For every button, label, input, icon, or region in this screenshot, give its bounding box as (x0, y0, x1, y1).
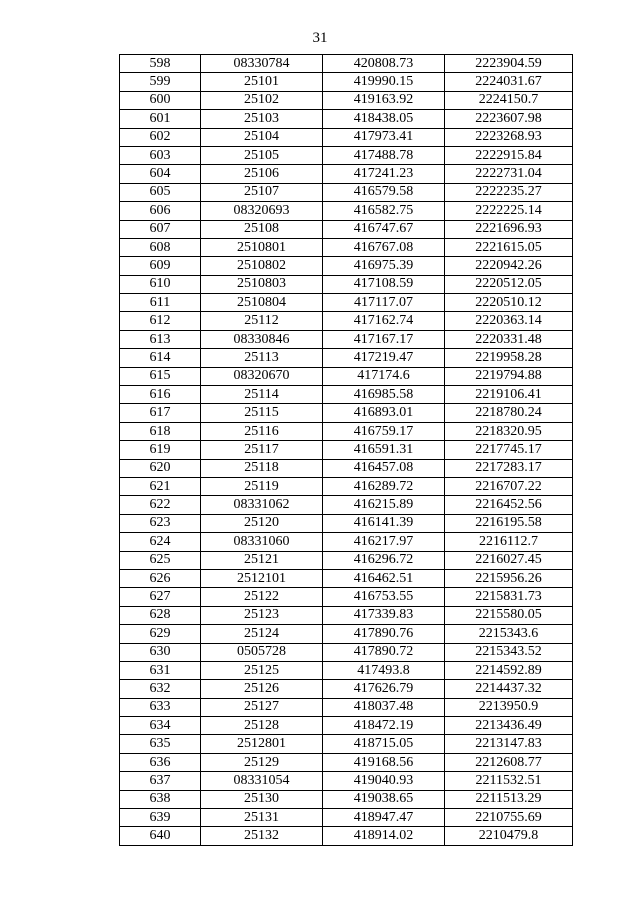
table-row (120, 386, 573, 404)
x-coordinate-cell: 416753.55 (323, 588, 445, 606)
y-coordinate-cell: 2219958.28 (445, 349, 573, 367)
table-row (120, 809, 573, 827)
point-id-cell: 25114 (201, 386, 323, 404)
y-coordinate-cell: 2215343.52 (445, 643, 573, 661)
row-number-cell: 630 (120, 643, 201, 661)
point-id-cell: 2510802 (201, 257, 323, 275)
x-coordinate-cell: 417339.83 (323, 606, 445, 624)
row-number-cell: 614 (120, 349, 201, 367)
y-coordinate-cell: 2210755.69 (445, 809, 573, 827)
x-coordinate-cell: 418715.05 (323, 735, 445, 753)
x-coordinate-cell: 419990.15 (323, 73, 445, 91)
table-row (120, 238, 573, 256)
x-coordinate-cell: 416582.75 (323, 202, 445, 220)
table-row (120, 735, 573, 753)
table-row (120, 91, 573, 109)
table-row (120, 330, 573, 348)
point-id-cell: 08331062 (201, 496, 323, 514)
row-number-cell: 615 (120, 367, 201, 385)
row-number-cell: 631 (120, 661, 201, 679)
row-number-cell: 602 (120, 128, 201, 146)
table-row (120, 790, 573, 808)
table-row (120, 312, 573, 330)
x-coordinate-cell: 416215.89 (323, 496, 445, 514)
row-number-cell: 620 (120, 459, 201, 477)
point-id-cell: 2510801 (201, 238, 323, 256)
point-id-cell: 25119 (201, 477, 323, 495)
table-row (120, 496, 573, 514)
point-id-cell: 25105 (201, 146, 323, 164)
x-coordinate-cell: 416217.97 (323, 533, 445, 551)
table-row (120, 202, 573, 220)
y-coordinate-cell: 2211532.51 (445, 772, 573, 790)
row-number-cell: 613 (120, 330, 201, 348)
point-id-cell: 25112 (201, 312, 323, 330)
x-coordinate-cell: 416985.58 (323, 386, 445, 404)
x-coordinate-cell: 418438.05 (323, 110, 445, 128)
y-coordinate-cell: 2210479.8 (445, 827, 573, 845)
table-row (120, 588, 573, 606)
row-number-cell: 627 (120, 588, 201, 606)
row-number-cell: 599 (120, 73, 201, 91)
x-coordinate-cell: 416141.39 (323, 514, 445, 532)
table-row (120, 625, 573, 643)
table-row (120, 680, 573, 698)
x-coordinate-cell: 417162.74 (323, 312, 445, 330)
y-coordinate-cell: 2214592.89 (445, 661, 573, 679)
table-row (120, 827, 573, 845)
point-id-cell: 25131 (201, 809, 323, 827)
point-id-cell: 2510803 (201, 275, 323, 293)
row-number-cell: 608 (120, 238, 201, 256)
point-id-cell: 25116 (201, 422, 323, 440)
point-id-cell: 08320693 (201, 202, 323, 220)
y-coordinate-cell: 2224031.67 (445, 73, 573, 91)
row-number-cell: 601 (120, 110, 201, 128)
row-number-cell: 604 (120, 165, 201, 183)
row-number-cell: 624 (120, 533, 201, 551)
y-coordinate-cell: 2217745.17 (445, 441, 573, 459)
point-id-cell: 25118 (201, 459, 323, 477)
row-number-cell: 598 (120, 55, 201, 73)
x-coordinate-cell: 418472.19 (323, 717, 445, 735)
table-row (120, 110, 573, 128)
point-id-cell: 08331054 (201, 772, 323, 790)
table-row (120, 514, 573, 532)
y-coordinate-cell: 2220512.05 (445, 275, 573, 293)
x-coordinate-cell: 419038.65 (323, 790, 445, 808)
y-coordinate-cell: 2211513.29 (445, 790, 573, 808)
point-id-cell: 2512801 (201, 735, 323, 753)
y-coordinate-cell: 2215580.05 (445, 606, 573, 624)
table-row (120, 533, 573, 551)
x-coordinate-cell: 417488.78 (323, 146, 445, 164)
point-id-cell: 25130 (201, 790, 323, 808)
point-id-cell: 25103 (201, 110, 323, 128)
point-id-cell: 25107 (201, 183, 323, 201)
y-coordinate-cell: 2223904.59 (445, 55, 573, 73)
table-row (120, 55, 573, 73)
row-number-cell: 609 (120, 257, 201, 275)
table-row (120, 569, 573, 587)
row-number-cell: 636 (120, 753, 201, 771)
x-coordinate-cell: 416759.17 (323, 422, 445, 440)
row-number-cell: 603 (120, 146, 201, 164)
x-coordinate-cell: 416591.31 (323, 441, 445, 459)
row-number-cell: 619 (120, 441, 201, 459)
y-coordinate-cell: 2217283.17 (445, 459, 573, 477)
point-id-cell: 25126 (201, 680, 323, 698)
x-coordinate-cell: 418914.02 (323, 827, 445, 845)
table-row (120, 183, 573, 201)
row-number-cell: 618 (120, 422, 201, 440)
row-number-cell: 635 (120, 735, 201, 753)
x-coordinate-cell: 419163.92 (323, 91, 445, 109)
table-row (120, 477, 573, 495)
x-coordinate-cell: 417973.41 (323, 128, 445, 146)
table-row (120, 220, 573, 238)
table-row (120, 753, 573, 771)
row-number-cell: 610 (120, 275, 201, 293)
y-coordinate-cell: 2220363.14 (445, 312, 573, 330)
y-coordinate-cell: 2220510.12 (445, 294, 573, 312)
table-row (120, 422, 573, 440)
x-coordinate-cell: 416579.58 (323, 183, 445, 201)
x-coordinate-cell: 417219.47 (323, 349, 445, 367)
y-coordinate-cell: 2215956.26 (445, 569, 573, 587)
point-id-cell: 2512101 (201, 569, 323, 587)
point-id-cell: 25115 (201, 404, 323, 422)
x-coordinate-cell: 416289.72 (323, 477, 445, 495)
row-number-cell: 628 (120, 606, 201, 624)
point-id-cell: 25101 (201, 73, 323, 91)
point-id-cell: 25125 (201, 661, 323, 679)
x-coordinate-cell: 420808.73 (323, 55, 445, 73)
y-coordinate-cell: 2218780.24 (445, 404, 573, 422)
point-id-cell: 2510804 (201, 294, 323, 312)
point-id-cell: 25108 (201, 220, 323, 238)
row-number-cell: 632 (120, 680, 201, 698)
x-coordinate-cell: 416457.08 (323, 459, 445, 477)
point-id-cell: 25127 (201, 698, 323, 716)
y-coordinate-cell: 2220942.26 (445, 257, 573, 275)
point-id-cell: 08330784 (201, 55, 323, 73)
row-number-cell: 612 (120, 312, 201, 330)
table-row (120, 73, 573, 91)
row-number-cell: 637 (120, 772, 201, 790)
table-row (120, 165, 573, 183)
table-row (120, 661, 573, 679)
x-coordinate-cell: 417626.79 (323, 680, 445, 698)
row-number-cell: 606 (120, 202, 201, 220)
row-number-cell: 617 (120, 404, 201, 422)
row-number-cell: 634 (120, 717, 201, 735)
page-number: 31 (312, 30, 328, 46)
row-number-cell: 622 (120, 496, 201, 514)
point-id-cell: 25129 (201, 753, 323, 771)
x-coordinate-cell: 417890.76 (323, 625, 445, 643)
point-id-cell: 08331060 (201, 533, 323, 551)
y-coordinate-cell: 2222225.14 (445, 202, 573, 220)
x-coordinate-cell: 418037.48 (323, 698, 445, 716)
y-coordinate-cell: 2220331.48 (445, 330, 573, 348)
point-id-cell: 25120 (201, 514, 323, 532)
y-coordinate-cell: 2216027.45 (445, 551, 573, 569)
table-row (120, 551, 573, 569)
y-coordinate-cell: 2213436.49 (445, 717, 573, 735)
row-number-cell: 639 (120, 809, 201, 827)
y-coordinate-cell: 2215831.73 (445, 588, 573, 606)
x-coordinate-cell: 417241.23 (323, 165, 445, 183)
point-id-cell: 08320670 (201, 367, 323, 385)
table-row (120, 275, 573, 293)
x-coordinate-cell: 416893.01 (323, 404, 445, 422)
point-id-cell: 25124 (201, 625, 323, 643)
y-coordinate-cell: 2216452.56 (445, 496, 573, 514)
table-row (120, 698, 573, 716)
coordinates-table (119, 54, 573, 846)
y-coordinate-cell: 2224150.7 (445, 91, 573, 109)
x-coordinate-cell: 419040.93 (323, 772, 445, 790)
row-number-cell: 640 (120, 827, 201, 845)
row-number-cell: 607 (120, 220, 201, 238)
point-id-cell: 25117 (201, 441, 323, 459)
x-coordinate-cell: 417108.59 (323, 275, 445, 293)
table-row (120, 349, 573, 367)
y-coordinate-cell: 2214437.32 (445, 680, 573, 698)
table-row (120, 643, 573, 661)
table-row (120, 146, 573, 164)
point-id-cell: 25132 (201, 827, 323, 845)
x-coordinate-cell: 417890.72 (323, 643, 445, 661)
y-coordinate-cell: 2216707.22 (445, 477, 573, 495)
point-id-cell: 25128 (201, 717, 323, 735)
x-coordinate-cell: 418947.47 (323, 809, 445, 827)
x-coordinate-cell: 416747.67 (323, 220, 445, 238)
y-coordinate-cell: 2213950.9 (445, 698, 573, 716)
y-coordinate-cell: 2222731.04 (445, 165, 573, 183)
x-coordinate-cell: 419168.56 (323, 753, 445, 771)
y-coordinate-cell: 2218320.95 (445, 422, 573, 440)
y-coordinate-cell: 2219106.41 (445, 386, 573, 404)
x-coordinate-cell: 417493.8 (323, 661, 445, 679)
row-number-cell: 625 (120, 551, 201, 569)
table-row (120, 606, 573, 624)
row-number-cell: 616 (120, 386, 201, 404)
y-coordinate-cell: 2216195.58 (445, 514, 573, 532)
y-coordinate-cell: 2223607.98 (445, 110, 573, 128)
row-number-cell: 638 (120, 790, 201, 808)
y-coordinate-cell: 2222915.84 (445, 146, 573, 164)
row-number-cell: 626 (120, 569, 201, 587)
y-coordinate-cell: 2221615.05 (445, 238, 573, 256)
x-coordinate-cell: 416296.72 (323, 551, 445, 569)
point-id-cell: 25122 (201, 588, 323, 606)
point-id-cell: 0505728 (201, 643, 323, 661)
coordinates-table-body (120, 55, 573, 846)
table-row (120, 257, 573, 275)
x-coordinate-cell: 417167.17 (323, 330, 445, 348)
row-number-cell: 600 (120, 91, 201, 109)
y-coordinate-cell: 2219794.88 (445, 367, 573, 385)
table-row (120, 772, 573, 790)
row-number-cell: 623 (120, 514, 201, 532)
point-id-cell: 25102 (201, 91, 323, 109)
point-id-cell: 25123 (201, 606, 323, 624)
row-number-cell: 605 (120, 183, 201, 201)
y-coordinate-cell: 2223268.93 (445, 128, 573, 146)
point-id-cell: 25121 (201, 551, 323, 569)
point-id-cell: 25106 (201, 165, 323, 183)
table-row (120, 404, 573, 422)
y-coordinate-cell: 2221696.93 (445, 220, 573, 238)
row-number-cell: 621 (120, 477, 201, 495)
row-number-cell: 633 (120, 698, 201, 716)
table-row (120, 459, 573, 477)
y-coordinate-cell: 2222235.27 (445, 183, 573, 201)
point-id-cell: 25104 (201, 128, 323, 146)
x-coordinate-cell: 416975.39 (323, 257, 445, 275)
table-row (120, 717, 573, 735)
y-coordinate-cell: 2215343.6 (445, 625, 573, 643)
row-number-cell: 611 (120, 294, 201, 312)
table-row (120, 294, 573, 312)
row-number-cell: 629 (120, 625, 201, 643)
x-coordinate-cell: 417117.07 (323, 294, 445, 312)
x-coordinate-cell: 416462.51 (323, 569, 445, 587)
table-row (120, 441, 573, 459)
table-row (120, 367, 573, 385)
x-coordinate-cell: 417174.6 (323, 367, 445, 385)
point-id-cell: 08330846 (201, 330, 323, 348)
x-coordinate-cell: 416767.08 (323, 238, 445, 256)
table-row (120, 128, 573, 146)
y-coordinate-cell: 2213147.83 (445, 735, 573, 753)
y-coordinate-cell: 2216112.7 (445, 533, 573, 551)
point-id-cell: 25113 (201, 349, 323, 367)
y-coordinate-cell: 2212608.77 (445, 753, 573, 771)
